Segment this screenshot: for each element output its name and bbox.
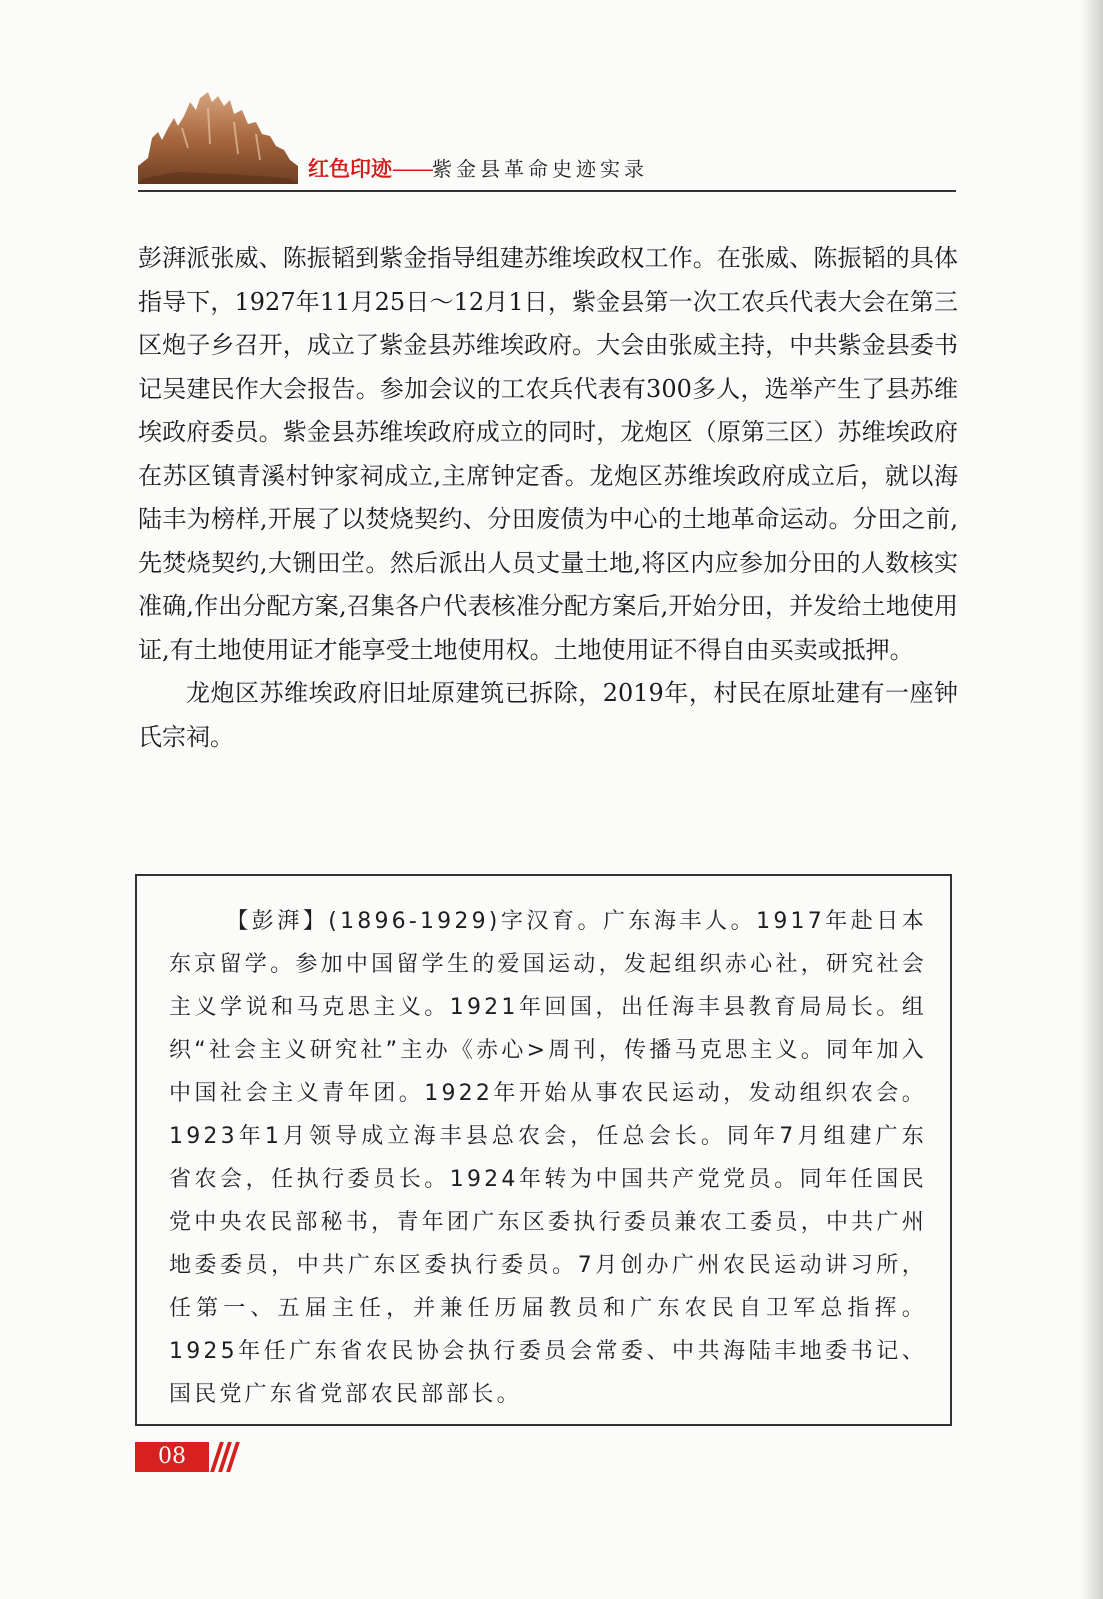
- paragraph: 龙炮区苏维埃政府旧址原建筑已拆除，2019年，村民在原址建有一座钟氏宗祠。: [138, 679, 958, 751]
- page-number: 08: [135, 1442, 209, 1472]
- revolutionary-statue-icon: [138, 88, 298, 184]
- book-brand: 红色印迹: [308, 157, 392, 181]
- running-header: [138, 88, 958, 198]
- paragraph: 彭湃派张威、陈振韬到紫金指导组建苏维埃政权工作。在张威、陈振韬的具体指导下，1927年11月25日～12月1日，紫金县第一次工农兵代表大会在第三区炮子乡召开，成立了紫金县苏维埃政府。大会由张威主持，中共紫金县委书记吴建民作大会报告。参加会议的工农兵代表有300多人，选举产生了县苏维埃政府委员。紫金县苏维埃政府成立的同时，龙炮区（原第三区）苏维埃政府在苏区镇青溪村钟家祠成立,主席钟定香。龙炮区苏维埃政府成立后，就以海陆丰为榜样,开展了以焚烧契约、分田废债为中心的土地革命运动。分田之前,先焚烧契约,大铏田坣。然后派出人员丈量土地,将区内应参加分田的人数核实准确,作出分配方案,召集各户代表核准分配方案后,开始分田，并发给土地使用证,有土地使用证才能享受土地使用权。土地使用证不得自由买卖或抵押。: [138, 244, 958, 664]
- biography-box: [135, 874, 952, 1426]
- page-edge-shadow: [1081, 0, 1103, 1599]
- biography-text: 【彭湃】(1896-1929)字汉育。广东海丰人。1917年赴日本东京留学。参加中国留学生的爱国运动，发起组织赤心社，研究社会主义学说和马克思主义。1921年回国，出任海丰县教育局局长。组织“社会主义研究社”主办《赤心>周刊，传播马克思主义。同年加入中国社会主义青年团。1922年开始从事农民运动，发动组织农会。1923年1月领导成立海丰县总农会，任总会长。同年7月组建广东省农会，任执行委员长。1924年转为中国共产党党员。同年任国民党中央农民部秘书，青年团广东区委执行委员兼农工委员，中共广州地委委员，中共广东区委执行委员。7月创办广州农民运动讲习所，任第一、五届主任，并兼任历届教员和广东农民自卫军总指挥。1925年任广东省农民协会执行委员会常委、中共海陆丰地委书记、国民党广东省党部农民部部长。: [169, 909, 927, 1407]
- page-footer: [135, 1442, 255, 1474]
- main-text: [138, 237, 958, 759]
- book-title: [308, 154, 648, 185]
- header-rule: [138, 190, 956, 192]
- title-dash: ——: [392, 157, 432, 182]
- book-subtitle: 紫金县革命史迹实录: [432, 157, 648, 181]
